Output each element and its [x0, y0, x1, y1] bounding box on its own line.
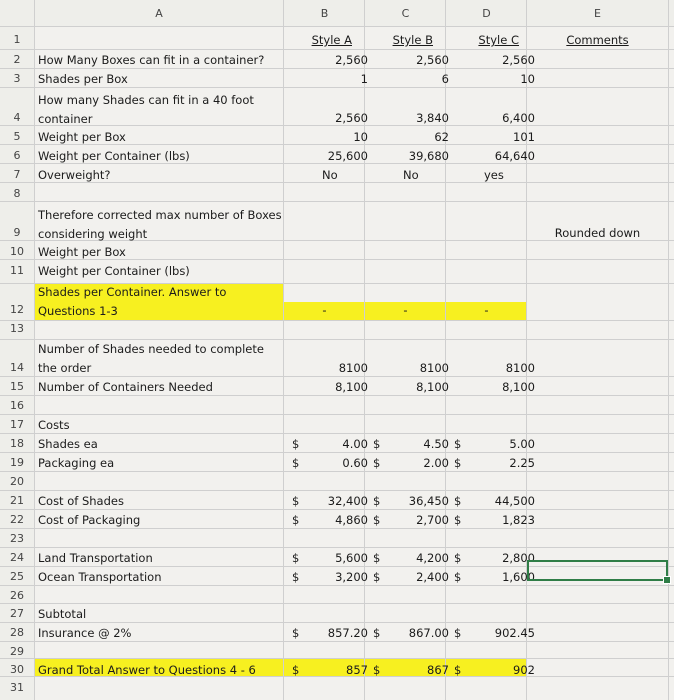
gridline-horizontal	[0, 414, 674, 415]
value-cell-r4-d[interactable]: 6,400	[502, 111, 535, 125]
value-cell-r14-b[interactable]: 8100	[338, 361, 368, 375]
gridline-horizontal	[0, 87, 674, 88]
gridline-horizontal	[0, 395, 674, 396]
label-r25[interactable]: Ocean Transportation	[38, 570, 162, 584]
row-number[interactable]: 2	[13, 53, 21, 66]
value-cell-r24-d[interactable]: 2,800	[502, 551, 535, 565]
value-cell-r2-b[interactable]: 2,560	[335, 53, 368, 67]
label-r18[interactable]: Shades ea	[38, 437, 98, 451]
header-comments[interactable]: Comments	[566, 33, 629, 47]
label-r28[interactable]: Insurance @ 2%	[38, 626, 132, 640]
fill-handle[interactable]	[663, 576, 671, 584]
value-cell-r6-c[interactable]: 39,680	[408, 149, 449, 163]
value-cell-r5-b[interactable]: 10	[353, 130, 368, 144]
label-r27[interactable]: Subtotal	[38, 607, 87, 621]
gridline-horizontal	[0, 471, 674, 472]
label-r2[interactable]: How Many Boxes can fit in a container?	[38, 53, 265, 67]
column-header-a[interactable]: A	[155, 7, 163, 20]
currency-symbol: $	[373, 494, 381, 508]
currency-symbol: $	[292, 494, 300, 508]
gridline-horizontal	[0, 585, 674, 586]
currency-symbol: $	[454, 626, 462, 640]
row-number[interactable]: 10	[10, 245, 24, 258]
gridline-horizontal	[0, 433, 674, 434]
label-r21[interactable]: Cost of Shades	[38, 494, 124, 508]
column-header-d[interactable]: D	[482, 7, 491, 20]
row-number[interactable]: 26	[10, 589, 24, 602]
row-number[interactable]: 28	[10, 626, 24, 639]
gridline-horizontal	[0, 622, 674, 623]
row-number[interactable]: 23	[10, 532, 24, 545]
value-cell-r21-d[interactable]: 44,500	[494, 494, 535, 508]
value-cell-r12-c[interactable]: -	[403, 303, 408, 317]
currency-symbol: $	[292, 513, 300, 527]
value-cell-r21-c[interactable]: 36,450	[408, 494, 449, 508]
label-r6[interactable]: Weight per Container (lbs)	[38, 149, 190, 163]
label-r12[interactable]: Shades per Container. Answer to Questions 1-3	[38, 285, 227, 318]
gridline-vertical	[364, 0, 365, 700]
column-header-b[interactable]: B	[320, 7, 329, 20]
currency-symbol: $	[373, 663, 381, 677]
currency-symbol: $	[373, 551, 381, 565]
row-number[interactable]: 27	[10, 607, 24, 620]
row-number[interactable]: 18	[10, 437, 24, 450]
currency-symbol: $	[373, 513, 381, 527]
currency-symbol: $	[373, 570, 381, 584]
row-number[interactable]: 9	[13, 226, 21, 239]
value-cell-r30-d[interactable]: 902	[513, 663, 535, 677]
value-cell-r12-b[interactable]: -	[322, 303, 327, 317]
currency-symbol: $	[292, 626, 300, 640]
currency-symbol: $	[454, 456, 462, 470]
value-cell-r15-b[interactable]: 8,100	[335, 380, 368, 394]
row-number[interactable]: 17	[10, 418, 24, 431]
value-cell-r3-b[interactable]: 1	[360, 72, 368, 86]
value-cell-r19-c[interactable]: 2.00	[423, 456, 449, 470]
value-cell-r6-d[interactable]: 64,640	[494, 149, 535, 163]
row-number[interactable]: 21	[10, 494, 24, 507]
label-r17[interactable]: Costs	[38, 418, 70, 432]
column-header-c[interactable]: C	[401, 7, 410, 20]
currency-symbol: $	[292, 570, 300, 584]
row-number[interactable]: 22	[10, 513, 24, 526]
row-number[interactable]: 15	[10, 380, 24, 393]
value-cell-r6-b[interactable]: 25,600	[327, 149, 368, 163]
row-number[interactable]: 3	[13, 72, 21, 85]
row-number[interactable]: 5	[13, 130, 21, 143]
currency-symbol: $	[454, 570, 462, 584]
row-number[interactable]: 24	[10, 551, 24, 564]
row-number[interactable]: 14	[10, 361, 24, 374]
label-r14[interactable]: Number of Shades needed to complete the order	[38, 342, 264, 375]
gridline-vertical	[34, 0, 35, 700]
label-r7[interactable]: Overweight?	[38, 168, 111, 182]
row-number[interactable]: 30	[10, 663, 24, 676]
label-r3[interactable]: Shades per Box	[38, 72, 128, 86]
currency-symbol: $	[373, 626, 381, 640]
gridline-horizontal	[0, 490, 674, 491]
value-cell-r12-d[interactable]: -	[484, 303, 489, 317]
value-cell-r25-b[interactable]: 3,200	[335, 570, 368, 584]
value-cell-r5-c[interactable]: 62	[434, 130, 449, 144]
comment-r9[interactable]: Rounded down	[554, 226, 641, 240]
gridline-horizontal	[0, 603, 674, 604]
gridline-horizontal	[0, 49, 674, 50]
label-r5[interactable]: Weight per Box	[38, 130, 126, 144]
value-cell-r28-c[interactable]: 867.00	[408, 626, 449, 640]
gridline-vertical	[526, 0, 527, 700]
row-number[interactable]: 20	[10, 475, 24, 488]
row-number[interactable]: 29	[10, 645, 24, 658]
row-number[interactable]: 4	[13, 111, 21, 124]
value-cell-r30-b[interactable]: 857	[346, 663, 368, 677]
row-number[interactable]: 13	[10, 322, 24, 335]
gridline-horizontal	[0, 201, 674, 202]
value-cell-r19-b[interactable]: 0.60	[342, 456, 368, 470]
gridline-vertical	[445, 0, 446, 700]
header-style-b[interactable]: Style B	[392, 33, 433, 47]
gridline-vertical	[283, 0, 284, 700]
value-cell-r22-c[interactable]: 2,700	[416, 513, 449, 527]
row-number[interactable]: 25	[10, 570, 24, 583]
label-r11[interactable]: Weight per Container (lbs)	[38, 264, 190, 278]
currency-symbol: $	[454, 494, 462, 508]
row-number[interactable]: 6	[13, 149, 21, 162]
currency-symbol: $	[373, 456, 381, 470]
value-cell-r14-d[interactable]: 8100	[505, 361, 535, 375]
value-cell-r22-b[interactable]: 4,860	[335, 513, 368, 527]
currency-symbol: $	[454, 551, 462, 565]
row-number[interactable]: 16	[10, 399, 24, 412]
value-cell-r18-b[interactable]: 4.00	[342, 437, 368, 451]
column-header-e[interactable]: E	[594, 7, 601, 20]
value-cell-r7-c[interactable]: No	[403, 168, 419, 182]
label-r30[interactable]: Grand Total Answer to Questions 4 - 6	[38, 663, 256, 677]
label-r4[interactable]: How many Shades can fit in a 40 foot container	[38, 93, 254, 126]
currency-symbol: $	[454, 513, 462, 527]
gridline-horizontal	[0, 547, 674, 548]
gridline-horizontal	[0, 658, 674, 659]
currency-symbol: $	[373, 437, 381, 451]
value-cell-r4-c[interactable]: 3,840	[416, 111, 449, 125]
value-cell-r4-b[interactable]: 2,560	[335, 111, 368, 125]
label-r9[interactable]: Therefore corrected max number of Boxes considering weight	[38, 208, 282, 241]
label-r19[interactable]: Packaging ea	[38, 456, 115, 470]
value-cell-r15-d[interactable]: 8,100	[502, 380, 535, 394]
gridline-horizontal	[0, 528, 674, 529]
label-r24[interactable]: Land Transportation	[38, 551, 153, 565]
value-cell-r30-c[interactable]: 867	[427, 663, 449, 677]
gridline-horizontal	[0, 26, 674, 27]
value-cell-r25-c[interactable]: 2,400	[416, 570, 449, 584]
value-cell-r22-d[interactable]: 1,823	[502, 513, 535, 527]
value-cell-r15-c[interactable]: 8,100	[416, 380, 449, 394]
label-r22[interactable]: Cost of Packaging	[38, 513, 141, 527]
currency-symbol: $	[292, 437, 300, 451]
value-cell-r21-b[interactable]: 32,400	[327, 494, 368, 508]
row-number[interactable]: 7	[13, 168, 21, 181]
currency-symbol: $	[292, 663, 300, 677]
currency-symbol: $	[292, 551, 300, 565]
label-r10[interactable]: Weight per Box	[38, 245, 126, 259]
row-number[interactable]: 31	[10, 681, 24, 694]
value-cell-r25-d[interactable]: 1,600	[502, 570, 535, 584]
row-number[interactable]: 11	[10, 264, 24, 277]
value-cell-r2-c[interactable]: 2,560	[416, 53, 449, 67]
value-cell-r28-d[interactable]: 902.45	[494, 626, 535, 640]
row-number[interactable]: 19	[10, 456, 24, 469]
value-cell-r14-c[interactable]: 8100	[419, 361, 449, 375]
value-cell-r28-b[interactable]: 857.20	[327, 626, 368, 640]
value-cell-r24-b[interactable]: 5,600	[335, 551, 368, 565]
value-cell-r3-d[interactable]: 10	[520, 72, 535, 86]
value-cell-r3-c[interactable]: 6	[441, 72, 449, 86]
value-cell-r24-c[interactable]: 4,200	[416, 551, 449, 565]
value-cell-r5-d[interactable]: 101	[513, 130, 535, 144]
header-style-c[interactable]: Style C	[478, 33, 519, 47]
header-style-a[interactable]: Style A	[311, 33, 352, 47]
row-number[interactable]: 1	[13, 33, 21, 46]
value-cell-r18-c[interactable]: 4.50	[423, 437, 449, 451]
value-cell-r7-d[interactable]: yes	[484, 168, 504, 182]
currency-symbol: $	[454, 663, 462, 677]
gridline-horizontal	[0, 452, 674, 453]
selected-cell-e25[interactable]	[527, 560, 668, 581]
gridline-horizontal	[0, 68, 674, 69]
value-cell-r18-d[interactable]: 5.00	[509, 437, 535, 451]
currency-symbol: $	[292, 456, 300, 470]
value-cell-r19-d[interactable]: 2.25	[509, 456, 535, 470]
label-r15[interactable]: Number of Containers Needed	[38, 380, 213, 394]
gridline-horizontal	[0, 509, 674, 510]
value-cell-r2-d[interactable]: 2,560	[502, 53, 535, 67]
row-number[interactable]: 8	[13, 187, 21, 200]
gridline-horizontal	[0, 641, 674, 642]
row-number[interactable]: 12	[10, 303, 24, 316]
currency-symbol: $	[454, 437, 462, 451]
value-cell-r7-b[interactable]: No	[322, 168, 338, 182]
gridline-vertical	[668, 0, 669, 700]
